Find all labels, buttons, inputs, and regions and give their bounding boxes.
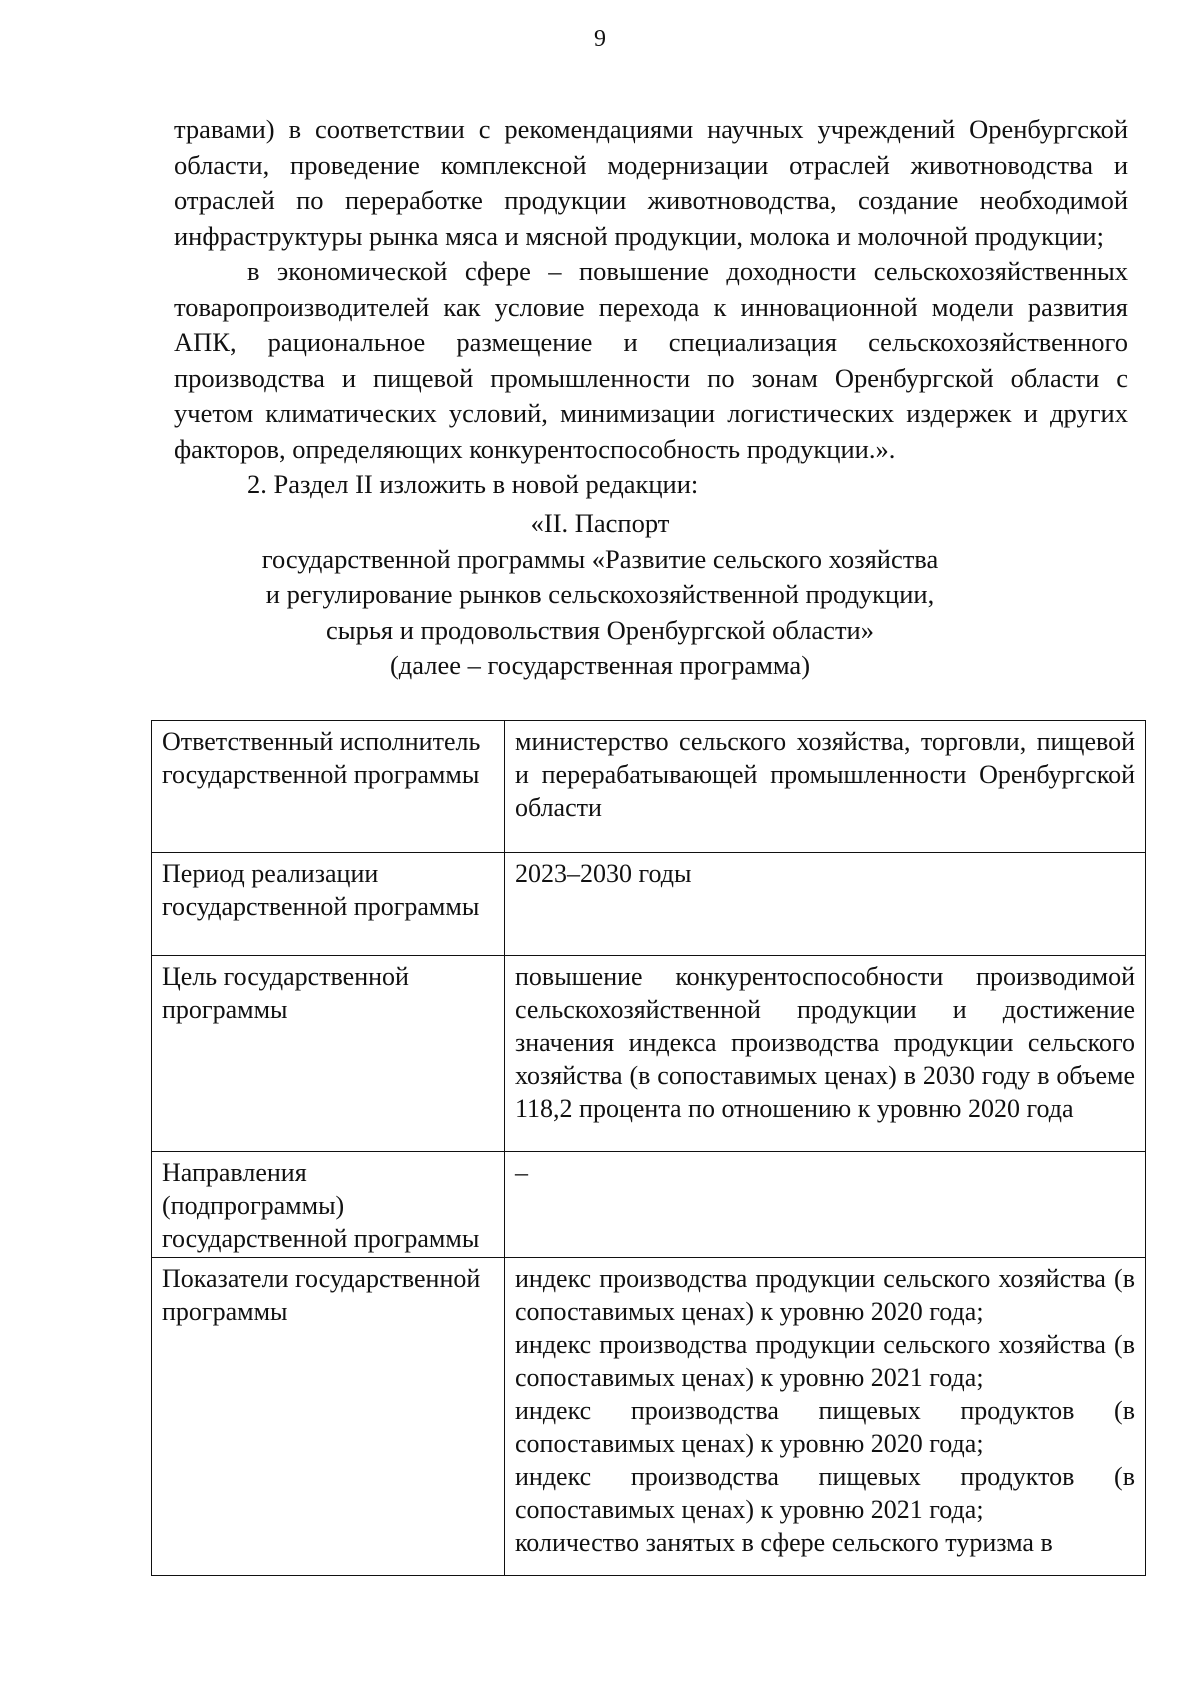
row-value-period <box>505 853 1146 956</box>
row-value-goal <box>505 956 1146 1152</box>
heading-line: и регулирование рынков сельскохозяйственной продукции, <box>265 579 935 609</box>
row-value-executor <box>505 721 1146 853</box>
indicator-line: количество занятых в сфере сельского туризма в <box>515 1528 1053 1557</box>
indicator-line: индекс производства пищевых продуктов (в сопоставимых ценах) к уровню 2020 года; <box>515 1396 1135 1458</box>
row-value-indicators <box>505 1258 1146 1576</box>
passport-table <box>151 720 1146 1576</box>
indicator-line: индекс производства продукции сельского хозяйства (в сопоставимых ценах) к уровню 2021 года; <box>515 1330 1135 1392</box>
table-row <box>152 853 1146 956</box>
paragraph-livestock: травами) в соответствии с рекомендациями научных учреждений Оренбургской области, проведение комплексной модернизации отраслей животноводства и отраслей по переработке продукции животноводства, создание необходимой инфраструктуры рынка мяса и мясной продукции, молока и молочной продукции; <box>174 114 1128 251</box>
passport-heading <box>0 506 1200 684</box>
value-line: повышение конкурентоспособности производимой сельскохозяйственной продукции и достижение значения индекса производства продукции сельского хозяйства (в сопоставимых ценах) в 2030 году в объеме 118,2 процента по отношению к уровню 2020 года <box>515 962 1135 1123</box>
paragraph-section-two: 2. Раздел II изложить в новой редакции: <box>247 469 699 499</box>
heading-line: государственной программы «Развитие сельского хозяйства <box>261 543 939 574</box>
heading-line: сырья и продовольствия Оренбургской области» <box>326 614 874 645</box>
indicator-line: индекс производства продукции сельского хозяйства (в сопоставимых ценах) к уровню 2020 года; <box>515 1264 1135 1326</box>
value-line: 2023–2030 годы <box>515 859 692 888</box>
heading-line: (далее – государственная программа) <box>389 650 811 680</box>
heading-line: «II. Паспорт <box>530 508 670 538</box>
value-line: – <box>515 1158 528 1187</box>
row-label-period: Период реализации государственной программы <box>152 853 505 956</box>
value-line: министерство сельского хозяйства, торговли, пищевой и перерабатывающей промышленности Оренбургской области <box>515 727 1135 822</box>
page-number: 9 <box>594 26 606 52</box>
table-row <box>152 1152 1146 1258</box>
indicator-line: индекс производства пищевых продуктов (в сопоставимых ценах) к уровню 2021 года; <box>515 1462 1135 1524</box>
row-label-goal: Цель государственной программы <box>152 956 505 1152</box>
row-value-directions <box>505 1152 1146 1258</box>
row-label-executor: Ответственный исполнитель государственной программы <box>152 721 505 853</box>
table-row <box>152 1258 1146 1576</box>
body-text <box>174 112 1128 503</box>
row-label-directions: Направления (подпрограммы) государственной программы <box>152 1152 505 1258</box>
row-label-indicators: Показатели государственной программы <box>152 1258 505 1576</box>
paragraph-economic-sphere: в экономической сфере – повышение доходности сельскохозяйственных товаропроизводителей как условие перехода к инновационной модели развития АПК, рациональное размещение и специализация сельскохозяйственного производства и пищевой промышленности по зонам Оренбургской области с учетом климатических условий, минимизации логистических издержек и других факторов, определяющих конкурентоспособность продукции.». <box>174 256 1128 464</box>
table-row <box>152 956 1146 1152</box>
table-row <box>152 721 1146 853</box>
